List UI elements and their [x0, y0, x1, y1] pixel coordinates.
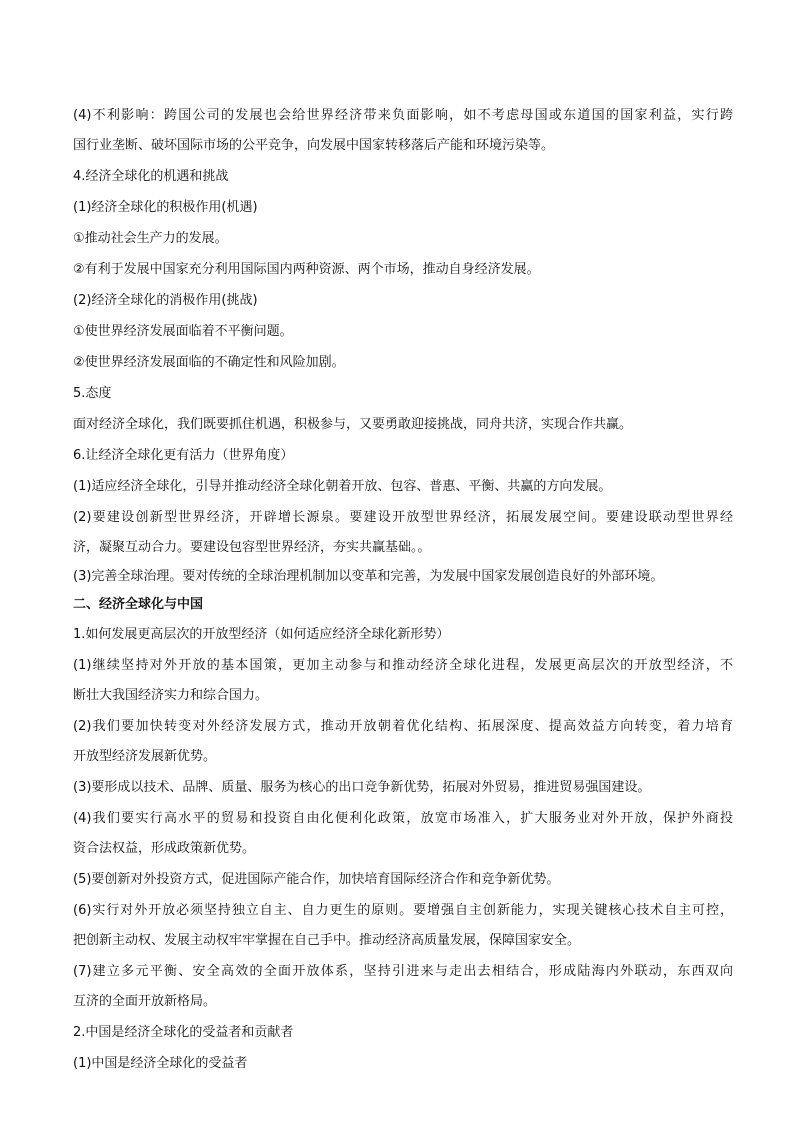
section-heading: 6.让经济全球化更有活力（世界角度） — [73, 448, 294, 463]
paragraph-line: 济，凝聚互动合力。要建设包容型世界经济，夯实共赢基础。。 — [73, 540, 431, 555]
list-item: ②使世界经济发展面临的不确定性和风险加剧。 — [73, 355, 345, 370]
paragraph-line: (2)我们要加快转变对外经济发展方式，推动开放朝着优化结构、拓展深度、提高效益方向转变，着力培育 — [73, 719, 733, 734]
list-item: ①推动社会生产力的发展。 — [73, 231, 228, 246]
paragraph-line: (7)建立多元平衡、安全高效的全面开放体系，坚持引进来与走出去相结合，形成陆海内外联动，东西双向 — [73, 964, 733, 979]
paragraph-line: (4)我们要实行高水平的贸易和投资自由化便利化政策，放宽市场准入，扩大服务业对外开放，保护外商投 — [73, 811, 733, 826]
paragraph-line: (5)要创新对外投资方式，促进国际产能合作，加快培育国际经济合作和竞争新优势。 — [73, 872, 560, 887]
paragraph-line: 互济的全面开放新格局。 — [73, 994, 217, 1009]
paragraph-line: 面对经济全球化，我们既要抓住机遇，积极参与，又要勇敢迎接挑战，同舟共济，实现合作共赢。 — [73, 417, 633, 432]
section-heading: 4.经济全球化的机遇和挑战 — [73, 169, 229, 184]
chapter-heading: 二、经济全球化与中国 — [73, 597, 204, 612]
list-item: ②有利于发展中国家充分利用国际国内两种资源、两个市场，推动自身经济发展。 — [73, 262, 540, 277]
paragraph-line: (3)完善全球治理。要对传统的全球治理机制加以变革和完善，为发展中国家发展创造良好的外部环境。 — [73, 569, 664, 584]
paragraph-line: (6)实行对外开放必须坚持独立自主、自力更生的原则。要增强自主创新能力，实现关键核心技术自主可控， — [73, 903, 733, 918]
document-body — [73, 100, 733, 1079]
sub-heading: (1)经济全球化的积极作用(机遇) — [73, 200, 258, 215]
paragraph-line: 资合法权益，形成政策新优势。 — [73, 841, 256, 856]
list-item: ①使世界经济发展面临着不平衡问题。 — [73, 324, 293, 339]
paragraph-line: 把创新主动权、发展主动权牢牢掌握在自己手中。推动经济高质量发展，保障国家安全。 — [73, 933, 581, 948]
paragraph-line: 开放型经济发展新优势。 — [73, 749, 217, 764]
section-heading: 5.态度 — [73, 386, 112, 401]
sub-heading: (1)中国是经济全球化的受益者 — [73, 1056, 248, 1071]
paragraph-line: (4)不利影响：跨国公司的发展也会给世界经济带来负面影响，如不考虑母国或东道国的国家利益，实行跨 — [73, 108, 733, 123]
paragraph-line: (1)继续坚持对外开放的基本国策，更加主动参与和推动经济全球化进程，发展更高层次的开放型经济，不 — [73, 658, 733, 673]
paragraph-line: (1)适应经济全球化，引导并推动经济全球化朝着开放、包容、普惠、平衡、共赢的方向发展。 — [73, 479, 612, 494]
section-heading: 2.中国是经济全球化的受益者和贡献者 — [73, 1025, 294, 1040]
paragraph-line: 断壮大我国经济实力和综合国力。 — [73, 688, 269, 703]
section-heading: 1.如何发展更高层次的开放型经济（如何适应经济全球化新形势） — [73, 627, 450, 642]
paragraph-line: (2)要建设创新型世界经济，开辟增长源泉。要建设开放型世界经济，拓展发展空间。要建设联动型世界经 — [73, 510, 733, 525]
sub-heading: (2)经济全球化的消极作用(挑战) — [73, 293, 258, 308]
paragraph-line: (3)要形成以技术、品牌、质量、服务为核心的出口竞争新优势，拓展对外贸易，推进贸易强国建设。 — [73, 780, 651, 795]
paragraph-line: 国行业垄断、破坏国际市场的公平竞争，向发展中国家转移落后产能和环境污染等。 — [73, 138, 555, 153]
